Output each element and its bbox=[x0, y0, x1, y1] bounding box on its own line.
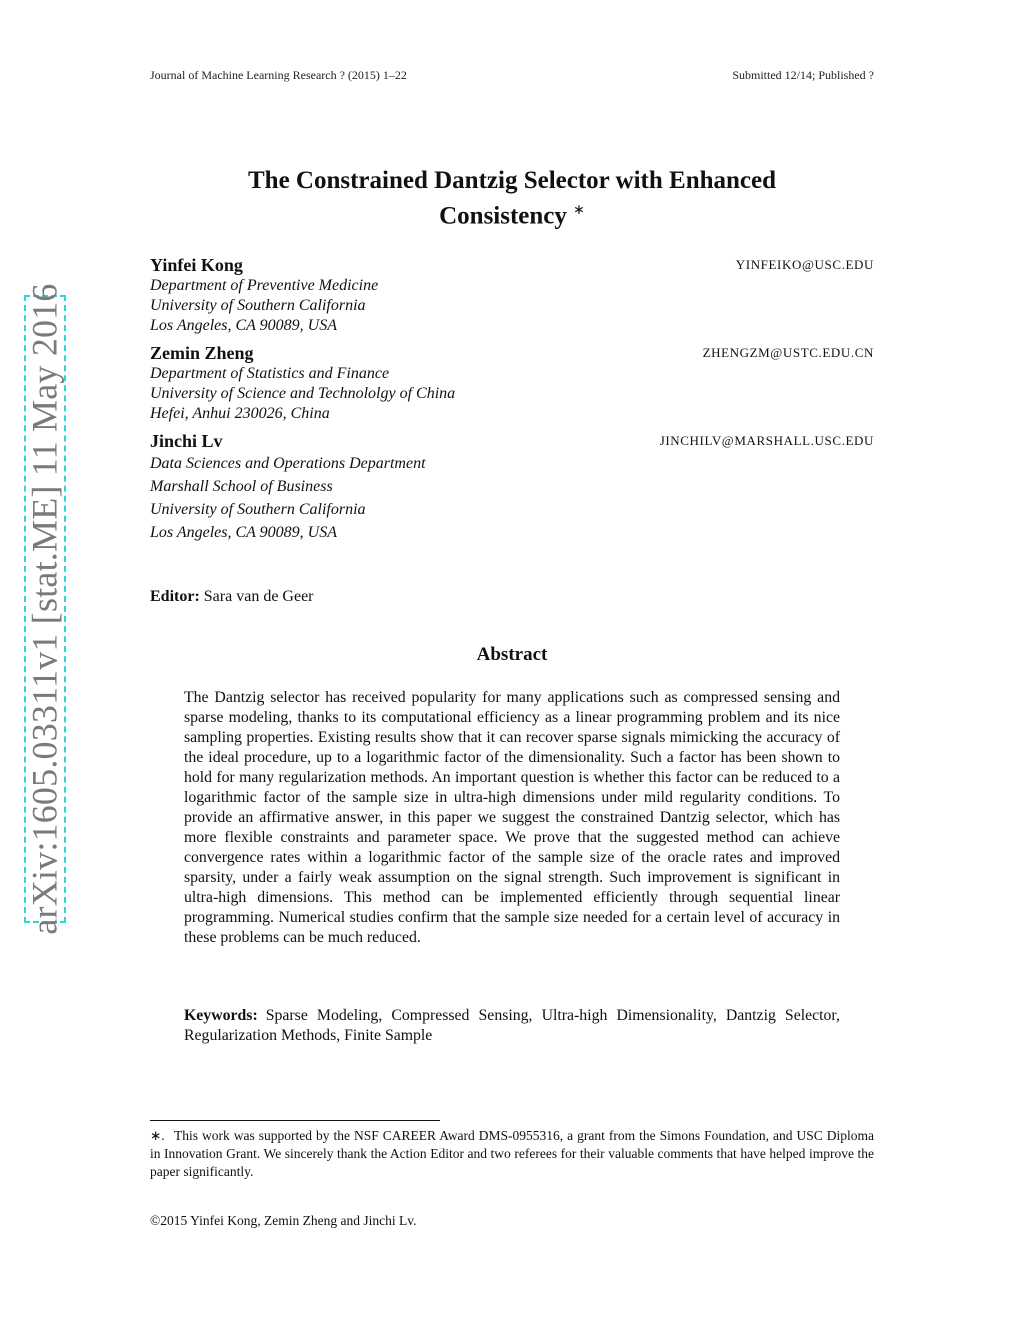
copyright-notice: ©2015 Yinfei Kong, Zemin Zheng and Jinchi Lv. bbox=[150, 1213, 417, 1228]
title-line-1: The Constrained Dantzig Selector with Enhanced bbox=[247, 167, 777, 194]
footnote-rule bbox=[150, 1120, 440, 1121]
affiliation-line: Data Sciences and Operations Department bbox=[150, 455, 426, 472]
title-footnote-marker[interactable]: ∗ bbox=[573, 203, 585, 218]
author-name: Zemin Zheng bbox=[150, 343, 254, 363]
author-name: Yinfei Kong bbox=[150, 255, 243, 275]
keywords bbox=[184, 1006, 840, 1046]
footnote-text: This work was supported by the NSF CAREER Award DMS-0955316, a grant from the Simons Foundation, and USC Diploma in Innovation Grant. We sincerely thank the Action Editor and two referees for their valuable comments that have helped improve the paper significantly. bbox=[150, 1128, 874, 1179]
affiliation-line: University of Science and Technololgy of China bbox=[150, 385, 456, 402]
author-entry bbox=[150, 430, 874, 544]
submission-info: Submitted 12/14; Published ? bbox=[732, 68, 874, 82]
keywords-text: Sparse Modeling, Compressed Sensing, Ultra-high Dimensionality, Dantzig Selector, Regularization Methods, Finite Sample bbox=[184, 1007, 840, 1044]
affiliation-line: Marshall School of Business bbox=[150, 478, 333, 495]
arxiv-stamp[interactable] bbox=[24, 283, 66, 935]
author-entry bbox=[150, 342, 874, 424]
paper-title bbox=[150, 166, 874, 231]
title-line-2 bbox=[150, 196, 874, 231]
author-entry bbox=[150, 254, 874, 336]
author-block bbox=[150, 254, 874, 550]
footnote bbox=[150, 1127, 874, 1181]
affiliation-line: Department of Statistics and Finance bbox=[150, 365, 390, 382]
editor-line bbox=[150, 588, 314, 606]
author-name: Jinchi Lv bbox=[150, 431, 223, 451]
footnote-marker: ∗. bbox=[150, 1128, 165, 1143]
affiliation-line: Hefei, Anhui 230026, China bbox=[150, 405, 330, 422]
editor-name: Sara van de Geer bbox=[203, 588, 314, 605]
author-email[interactable]: JINCHILV@MARSHALL.USC.EDU bbox=[659, 433, 874, 448]
affiliation-line: Los Angeles, CA 90089, USA bbox=[150, 524, 337, 541]
author-email[interactable]: ZHENGZM@USTC.EDU.CN bbox=[702, 345, 874, 360]
running-head bbox=[150, 68, 874, 83]
affiliation-line: Los Angeles, CA 90089, USA bbox=[150, 317, 337, 334]
journal-citation: Journal of Machine Learning Research ? (2015) 1–22 bbox=[150, 68, 407, 82]
abstract-text: The Dantzig selector has received popularity for many applications such as compressed sensing and sparse modeling, thanks to its computational efficiency as a linear programming problem and its nice sampling properties. Existing results show that it can recover sparse signals mimicking the accuracy of the ideal procedure, up to a logarithmic factor of the dimensionality. Such a factor has been shown to hold for many regularization methods. An important question is whether this factor can be reduced to a logarithmic factor of the sample size in ultra-high dimensions under mild regularity conditions. To provide an affirmative answer, in this paper we suggest the constrained Dantzig selector, which has more flexible constraints and parameter space. We prove that the suggested method can achieve convergence rates within a logarithmic factor of the sample size of the oracle rates and improved sparsity, under a fairly weak assumption on the signal strength. Such improvement is significant in ultra-high dimensions. This method can be implemented efficiently through sequential linear programming. Numerical studies confirm that the sample size needed for a certain level of accuracy in these problems can be much reduced. bbox=[184, 689, 840, 946]
editor-label: Editor: bbox=[150, 588, 200, 605]
affiliation-line: Department of Preventive Medicine bbox=[150, 277, 379, 294]
author-email[interactable]: YINFEIKO@USC.EDU bbox=[735, 257, 874, 272]
title-line-2-text: Consistency bbox=[439, 202, 567, 230]
abstract-heading: Abstract bbox=[476, 644, 548, 665]
keywords-label: Keywords: bbox=[184, 1007, 258, 1024]
arxiv-id[interactable]: arXiv:1605.03311v1 [stat.ME] 11 May 2016 bbox=[25, 283, 66, 935]
affiliation-line: University of Southern California bbox=[150, 501, 366, 518]
affiliation-line: University of Southern California bbox=[150, 297, 366, 314]
abstract-body bbox=[184, 688, 840, 948]
